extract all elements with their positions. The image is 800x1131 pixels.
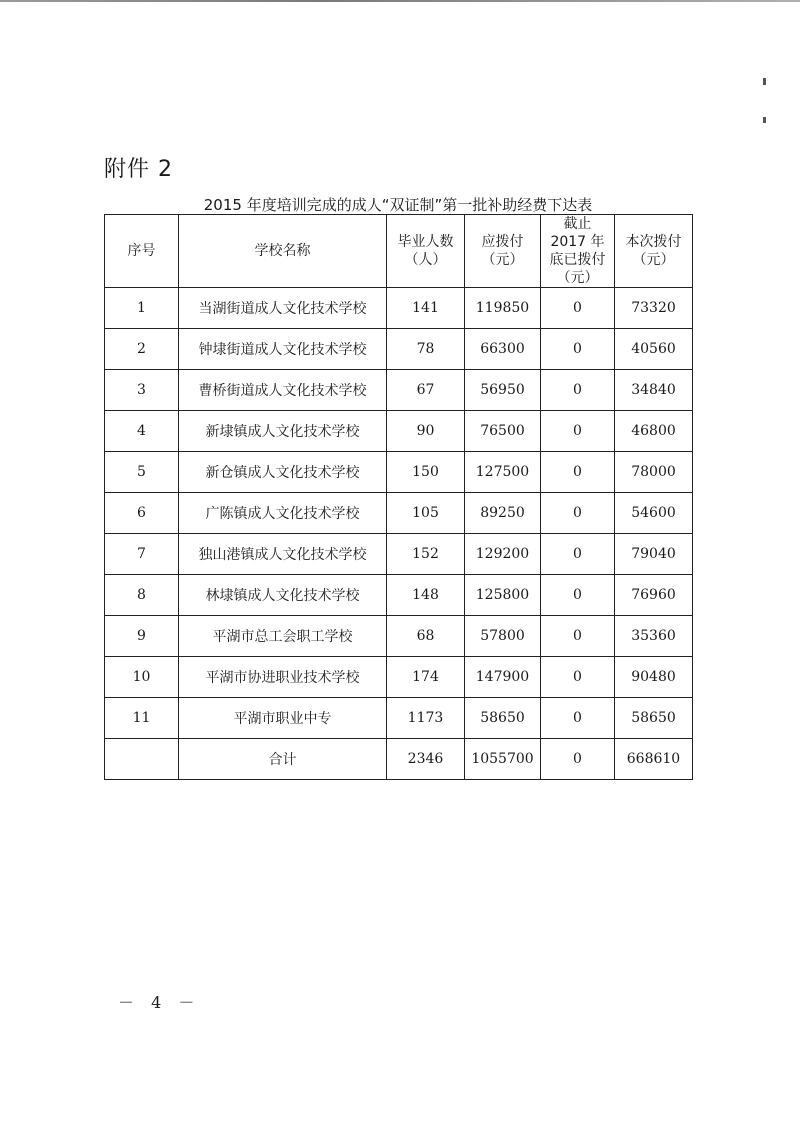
row-this-payment: 46800: [615, 411, 693, 452]
subsidy-table: [104, 214, 693, 780]
row-payable: 58650: [465, 698, 541, 739]
row-school: 新埭镇成人文化技术学校: [179, 411, 387, 452]
header-this-payment: 本次拨付（元）: [615, 215, 693, 288]
row-paid: 0: [541, 575, 615, 616]
row-this-payment: 90480: [615, 657, 693, 698]
table-title: 2015 年度培训完成的成人“双证制”第一批补助经费下达表: [203, 196, 593, 214]
row-index: 10: [105, 657, 179, 698]
row-graduates: 90: [387, 411, 465, 452]
row-payable: 56950: [465, 370, 541, 411]
row-payable: 127500: [465, 452, 541, 493]
header-index: 序号: [105, 215, 179, 288]
row-this-payment: 58650: [615, 698, 693, 739]
row-school: 平湖市职业中专: [179, 698, 387, 739]
row-paid: 0: [541, 329, 615, 370]
row-this-payment: 34840: [615, 370, 693, 411]
row-paid: 0: [541, 452, 615, 493]
row-index: 2: [105, 329, 179, 370]
row-school: 钟埭街道成人文化技术学校: [179, 329, 387, 370]
row-paid: 0: [541, 370, 615, 411]
row-school: 曹桥街道成人文化技术学校: [179, 370, 387, 411]
attachment-label: 附件 2: [104, 157, 173, 182]
row-index: 9: [105, 616, 179, 657]
row-paid: 0: [541, 657, 615, 698]
table-row: [105, 657, 693, 698]
row-payable: 66300: [465, 329, 541, 370]
row-school: 广陈镇成人文化技术学校: [179, 493, 387, 534]
row-index: 5: [105, 452, 179, 493]
table-row: [105, 534, 693, 575]
row-paid: 0: [541, 698, 615, 739]
row-graduates: 141: [387, 288, 465, 329]
table-row: [105, 698, 693, 739]
row-index: 3: [105, 370, 179, 411]
row-school: 平湖市总工会职工学校: [179, 616, 387, 657]
row-this-payment: 73320: [615, 288, 693, 329]
total-this-payment: 668610: [615, 739, 693, 780]
row-graduates: 174: [387, 657, 465, 698]
table-row: [105, 452, 693, 493]
table-row: [105, 411, 693, 452]
table-row: [105, 329, 693, 370]
row-payable: 119850: [465, 288, 541, 329]
row-this-payment: 78000: [615, 452, 693, 493]
row-payable: 57800: [465, 616, 541, 657]
row-paid: 0: [541, 493, 615, 534]
header-payable: 应拨付（元）: [465, 215, 541, 288]
header-school: 学校名称: [179, 215, 387, 288]
row-graduates: 105: [387, 493, 465, 534]
row-index: 7: [105, 534, 179, 575]
row-school: 新仓镇成人文化技术学校: [179, 452, 387, 493]
row-this-payment: 79040: [615, 534, 693, 575]
row-graduates: 152: [387, 534, 465, 575]
row-index: 11: [105, 698, 179, 739]
table-body: [105, 288, 693, 780]
row-graduates: 1173: [387, 698, 465, 739]
row-payable: 125800: [465, 575, 541, 616]
row-this-payment: 76960: [615, 575, 693, 616]
table-row: [105, 370, 693, 411]
row-school: 独山港镇成人文化技术学校: [179, 534, 387, 575]
row-graduates: 78: [387, 329, 465, 370]
total-payable: 1055700: [465, 739, 541, 780]
row-this-payment: 40560: [615, 329, 693, 370]
row-graduates: 150: [387, 452, 465, 493]
scan-speck: [763, 78, 766, 85]
row-index: 6: [105, 493, 179, 534]
row-index: 8: [105, 575, 179, 616]
row-graduates: 148: [387, 575, 465, 616]
row-school: 林埭镇成人文化技术学校: [179, 575, 387, 616]
row-paid: 0: [541, 411, 615, 452]
table-row: [105, 493, 693, 534]
row-paid: 0: [541, 534, 615, 575]
row-payable: 89250: [465, 493, 541, 534]
header-paid-by-2017: 截止 2017 年底已拨付（元）: [541, 215, 615, 288]
table-header-row: [105, 215, 693, 288]
row-graduates: 68: [387, 616, 465, 657]
total-label: 合计: [179, 739, 387, 780]
row-this-payment: 35360: [615, 616, 693, 657]
row-paid: 0: [541, 288, 615, 329]
row-school: 平湖市协进职业技术学校: [179, 657, 387, 698]
total-paid: 0: [541, 739, 615, 780]
page-number: － 4 －: [118, 993, 201, 1012]
scan-speck: [763, 117, 766, 123]
row-index: 1: [105, 288, 179, 329]
row-payable: 76500: [465, 411, 541, 452]
table-row: [105, 575, 693, 616]
row-paid: 0: [541, 616, 615, 657]
row-this-payment: 54600: [615, 493, 693, 534]
row-payable: 129200: [465, 534, 541, 575]
row-index: 4: [105, 411, 179, 452]
total-row: [105, 739, 693, 780]
row-school: 当湖街道成人文化技术学校: [179, 288, 387, 329]
row-payable: 147900: [465, 657, 541, 698]
header-graduates: 毕业人数（人）: [387, 215, 465, 288]
scan-edge: [0, 0, 800, 2]
table-row: [105, 616, 693, 657]
row-graduates: 67: [387, 370, 465, 411]
total-index: [105, 739, 179, 780]
table-row: [105, 288, 693, 329]
total-graduates: 2346: [387, 739, 465, 780]
